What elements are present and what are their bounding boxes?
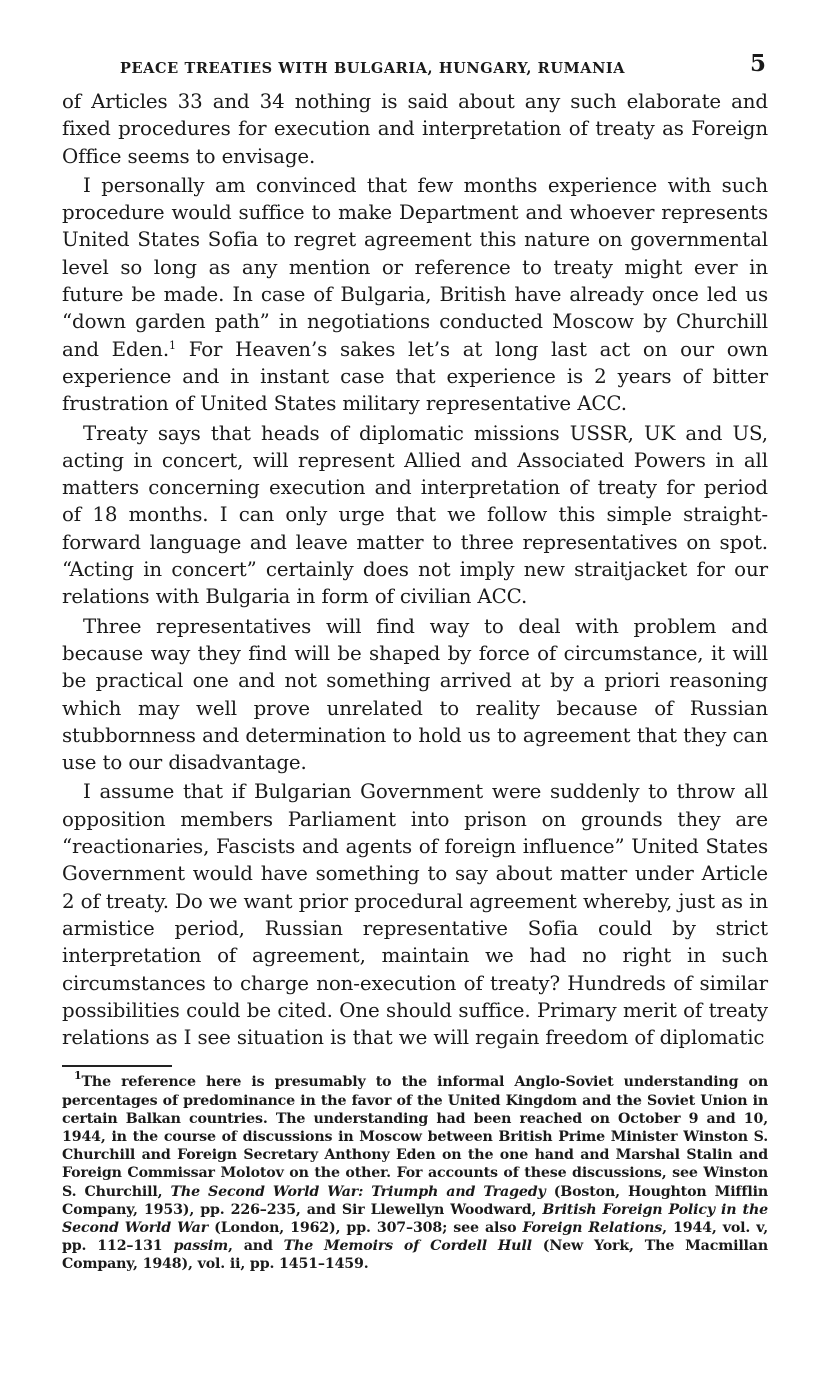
footnote-reference: 1: [169, 338, 176, 352]
paragraph-4: Three representatives will find way to deal with problem and because way they find will be shaped by force of circumstance, it will be practical one and not something arrived at by a priori reasoning which may well prove unrelated to reality because of Russian stubbornness and determination to hold us to agreement that they can use to our disadvantage.: [62, 614, 768, 775]
footnote-divider: [62, 1065, 172, 1067]
footnote-text-4: , 1944, vol. v, pp. 112–131: [62, 1220, 768, 1255]
footnote-number: 1: [74, 1069, 82, 1083]
paragraph-3: Treaty says that heads of diplomatic missions USSR, UK and US, acting in concert, will represent Allied and Associated Powers in all matters concerning execution and interpretation of treaty for period of 18 months. I can only urge that we follow this simple straight-forward language and leave matter to three representatives on spot. “Acting in concert” certainly does not imply new straitjacket for our relations with Bulgaria in form of civilian ACC.: [62, 421, 768, 609]
paragraph-5: I assume that if Bulgarian Government were suddenly to throw all opposition members Parliament into prison on grounds they are “reactionaries, Fascists and agents of foreign influence” United States Government would have something to say about matter under Article 2 of treaty. Do we want prior procedural agreement whereby, just as in armistice period, Russian representative Sofia could by strict interpretation of agreement, maintain we had no right in such circumstances to charge non-execution of treaty? Hundreds of similar possibilities could be cited. One should suffice. Primary merit of treaty relations as I see situation is that we will regain freedom of diplomatic: [62, 780, 768, 1050]
paragraph-2-text-a: I personally am convinced that few months experience with such procedure would suffice to make Department and whoever represents United States Sofia to regret agreement this nature on governmental level so long as any mention or reference to treaty might ever in future be made. In case of Bulgaria, British have already once led us “down garden path” in negotiations conducted Moscow by Churchill and Eden.: [62, 173, 768, 361]
footnote-passim: passim: [173, 1238, 229, 1255]
footnote-text-1: The reference here is presumably to the informal Anglo-Soviet understanding on percentages of predominance in the favor of the United Kingdom and the Soviet Union in certain Balkan countries. The understanding had been reached on October 9 and 10, 1944, in the course of discussions in Moscow between British Prime Minister Winston S. Churchill and Foreign Secretary Anthony Eden on the one hand and Marshal Stalin and Foreign Commissar Molotov on the other. For accounts of these discussions, see Winston S. Churchill,: [62, 1074, 768, 1200]
footnote: [62, 1069, 769, 1273]
page-number: 5: [749, 50, 766, 77]
footnote-title-woodward: British Foreign Policy in the Second World War: [62, 1201, 768, 1237]
running-head: [62, 48, 768, 88]
paragraph-1: of Articles 33 and 34 nothing is said about any such elaborate and fixed procedures for execution and interpretation of treaty as Foreign Office seems to envisage.: [62, 90, 768, 168]
paragraph-2: [62, 172, 768, 418]
footnote-text-3: (London, 1962), pp. 307–308; see also: [208, 1220, 523, 1237]
footnote-text-6: (New York, The Macmillan Company, 1948), vol. ii, pp. 1451–1459.: [62, 1238, 769, 1273]
running-head-title: PEACE TREATIES WITH BULGARIA, HUNGARY, RUMANIA: [120, 60, 626, 77]
paragraph-2-text-b: For Heaven’s sakes let’s at long last act on our own experience and in instant case that experience is 2 years of bitter frustration of United States military representative ACC.: [62, 337, 768, 416]
body-text: [62, 88, 768, 1051]
footnote-title-churchill: The Second World War: Triumph and Tragedy: [170, 1183, 546, 1200]
document-page: [62, 48, 768, 1274]
footnote-text-2: (Boston, Houghton Mifflin Company, 1953), pp. 226–235, and Sir Llewellyn Woodward,: [62, 1183, 768, 1218]
footnote-title-hull: The Memoirs of Cordell Hull: [283, 1238, 532, 1255]
footnote-title-foreign-relations: Foreign Relations: [522, 1220, 663, 1237]
footnote-text-5: , and: [228, 1238, 284, 1255]
